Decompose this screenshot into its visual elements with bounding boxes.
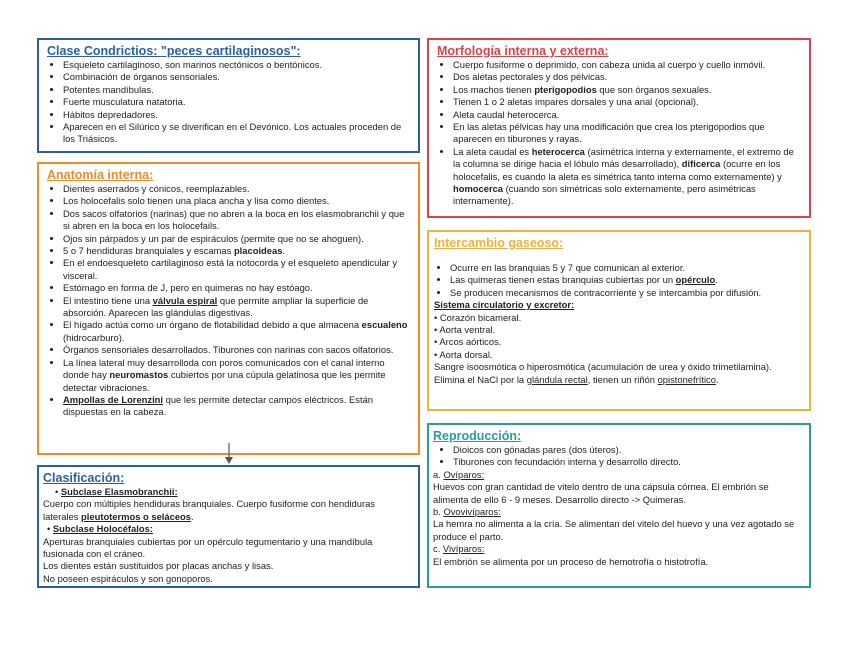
intercambio-title: Intercambio gaseoso: bbox=[434, 236, 564, 250]
list-item: • La línea lateral muy desarrolloda con poros comunicados con el canal interno donde hay neuromastos cubiertos por una cúpula gelatinosa que les permite detectar vibraciones. bbox=[63, 357, 412, 394]
list-item: • Esqueleto cartilaginoso, son marinos nectónicos o bentónicos. bbox=[63, 59, 412, 71]
circ-item: • Corazón bicameral. bbox=[434, 311, 522, 323]
subclase-holocefalos: • Subclase Holocéfalos: bbox=[47, 523, 153, 535]
list-item: • 5 o 7 hendiduras branquiales y escamas placoideas. bbox=[63, 245, 412, 257]
ovoviviparos-heading: b. Ovovivíparos: bbox=[433, 506, 501, 518]
intercambio-list bbox=[434, 262, 803, 299]
term-glandula-rectal: glándula rectal bbox=[526, 373, 588, 385]
condrictios-title: Clase Condrictios: "peces cartilaginosos": bbox=[47, 44, 301, 58]
anatomia-box bbox=[37, 162, 420, 455]
list-item: • Dientes aserrados y cónicos, reemplazables. bbox=[63, 183, 412, 195]
list-item: • Aleta caudal heterocerca. bbox=[453, 109, 803, 121]
term-neuromastos: neuromastos bbox=[109, 369, 169, 381]
anatomia-title: Anatomía interna: bbox=[47, 168, 154, 182]
sistema-circulatorio-heading: Sistema circulatorio y excretor: bbox=[434, 299, 575, 311]
list-item: • El intestino tiene una válvula espiral que permite ampliar la superficie de absorción. Aparecen las glándulas digestivas. bbox=[63, 295, 412, 320]
term-heterocerca: heterocerca bbox=[531, 145, 585, 157]
term-homocerca: homocerca bbox=[453, 183, 504, 195]
clasificacion-box bbox=[37, 465, 420, 588]
reproduccion-title: Reproducción: bbox=[433, 429, 522, 443]
holocefalos-text: Aperturas branquiales cubiertas por un opérculo tegumentario y una mandíbula fusionada con el cráneo. bbox=[43, 535, 373, 560]
list-item: • Se producen mecanismos de contracorriente y se intercambia por difusión. bbox=[450, 287, 803, 299]
list-item: • Dioicos con gónadas pares (dos úteros). bbox=[453, 444, 803, 456]
list-item: • Tiburones con fecundación interna y desarrollo directo. bbox=[453, 456, 803, 468]
list-item: • En el endoesqueleto cartilaginoso está la notocorda y el esqueleto apendicular y visceral. bbox=[63, 257, 412, 282]
term-placoideas: placoideas bbox=[233, 245, 283, 257]
oviparos-heading: a. Ovíparos: bbox=[433, 468, 485, 480]
list-item: • Aparecen en el Silúrico y se diverifican en el Devónico. Los actuales proceden de los Triásicos. bbox=[63, 121, 412, 146]
term-opistonefritico: opistonefrítico bbox=[657, 373, 716, 385]
term-pterigopodios: pterigopodios bbox=[534, 83, 597, 95]
viviparos-text: El embrión se alimenta por un proceso de hemotrofía o histotrofía. bbox=[433, 555, 709, 567]
list-item: • Ampollas de Lorenzini que les permite detectar campos eléctricos. Están dispuestas en la cabeza. bbox=[63, 394, 412, 419]
morfologia-box bbox=[427, 38, 811, 218]
elasmobranchii-text: Cuerpo con múltiples hendiduras branquiales. Cuerpo fusiforme con hendiduras laterales pleutotermos o seláceos. bbox=[43, 498, 375, 522]
reproduccion-box bbox=[427, 423, 811, 588]
list-item: • El hígado actúa como un órgano de flotabilidad debido a que almacena escualeno (hidrocarburo). bbox=[63, 319, 412, 344]
list-item: • Fuerte musculatura natatoria. bbox=[63, 96, 412, 108]
down-arrow-icon bbox=[223, 443, 235, 465]
list-item: • Los machos tienen pterigopodios que son órganos sexuales. bbox=[453, 84, 803, 96]
term-ampollas-lorenzini: Ampollas de Lorenzini bbox=[63, 393, 164, 405]
morfologia-title: Morfología interna y externa: bbox=[437, 44, 609, 58]
ovoviviparos-text: La hemra no alimenta a la cría. Se alimentan del vitelo del huevo y una vez agotado se produce el parto. bbox=[433, 518, 795, 542]
list-item: • Estómago en forma de J, pero en quimeras no hay estóago. bbox=[63, 282, 412, 294]
reproduccion-list bbox=[433, 444, 803, 469]
nacl-text: Elimina el NaCl por la glándula rectal, tienen un riñón opistonefrítico. bbox=[434, 373, 719, 385]
term-pleutotermos: pleutotermos o seláceos bbox=[81, 510, 191, 522]
morfologia-list bbox=[437, 59, 803, 208]
circ-item: • Arcos aórticos. bbox=[434, 336, 502, 348]
list-item: • Ojos sin párpados y un par de espiráculos (permite que no se ahoguen). bbox=[63, 233, 412, 245]
list-item: • La aleta caudal es heterocerca (asimétrica interna y externamente, el extremo de la columna se dirige hacia el lóbulo más desarrollado), dificerca (ocurre en los holocefalis, es cuando la aleta es simétrica tanto interna como externamente) y homocerca (cuando son simétricas solo externamente, pero asimétricas internamente). bbox=[453, 146, 803, 208]
intercambio-box bbox=[427, 230, 811, 411]
list-item: • En las aletas pélvicas hay una modificación que crea los pterigopodios que aparecen en tiburones y rayas. bbox=[453, 121, 803, 146]
list-item: • Los holocefalis solo tienen una placa ancha y lisa como dientes. bbox=[63, 195, 412, 207]
sangre-text: Sangre isoosmótica o hiperosmótica (acumulación de urea y óxido trimetilamina). bbox=[434, 361, 772, 373]
viviparos-heading: c. Vivíparos: bbox=[433, 543, 485, 555]
term-escualeno: escualeno bbox=[361, 319, 408, 331]
condrictios-list bbox=[47, 59, 412, 146]
holocefalos-dientes: Los dientes están sustituidos por placas anchas y lisas. bbox=[43, 560, 274, 572]
list-item: • Potentes mandíbulas. bbox=[63, 84, 412, 96]
anatomia-list bbox=[47, 183, 412, 419]
list-item: • Dos aletas pectorales y dos pélvicas. bbox=[453, 71, 803, 83]
list-item: • Hábitos depredadores. bbox=[63, 109, 412, 121]
subclase-elasmobranchii: • Subclase Elasmobranchii: bbox=[55, 486, 178, 497]
condrictios-box bbox=[37, 38, 420, 153]
list-item: • Combinación de órganos sensoriales. bbox=[63, 71, 412, 83]
list-item: • Órganos sensoriales desarrollados. Tiburones con narinas con sacos olfatorios. bbox=[63, 344, 412, 356]
list-item: • Ocurre en las branquias 5 y 7 que comunican al exterior. bbox=[450, 262, 803, 274]
holocefalos-espiraculos: No poseen espiráculos y son gonoporos. bbox=[43, 572, 213, 584]
oviparos-text: Huevos con gran cantidad de vitelo dentro de una cápsula córnea. El embrión se alimenta de ello 6 - 9 meses. Desarrollo directo -> Quimeras. bbox=[433, 481, 769, 505]
clasificacion-title: Clasificación: bbox=[43, 471, 125, 485]
list-item: • Dos sacos olfatorios (narinas) que no abren a la boca en los elasmobranchii y que si abren en la boca en los holocefails. bbox=[63, 208, 412, 233]
term-dificerca: dificerca bbox=[681, 158, 721, 170]
circ-item: • Aorta ventral. bbox=[434, 324, 496, 336]
term-valvula-espiral: válvula espiral bbox=[152, 294, 218, 306]
list-item: • Tienen 1 o 2 aletas impares dorsales y una anal (opcional). bbox=[453, 96, 803, 108]
list-item: • Cuerpo fusiforme o deprimido, con cabeza unida al cuerpo y cuello inmóvil. bbox=[453, 59, 803, 71]
list-item: • Las quimeras tienen estas branquias cubiertas por un opérculo. bbox=[450, 274, 803, 286]
circ-item: • Aorta dorsal. bbox=[434, 348, 493, 360]
term-operculo: opérculo bbox=[675, 274, 716, 286]
